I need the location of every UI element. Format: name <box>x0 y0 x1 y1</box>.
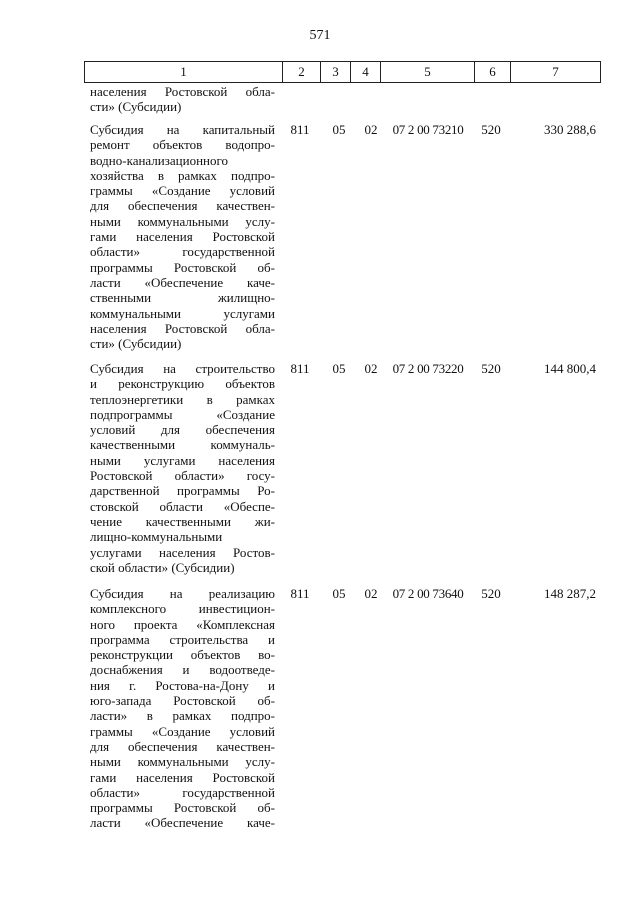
row-description <box>90 586 275 831</box>
cell-amount: 148 287,2 <box>544 586 596 601</box>
row-description <box>90 84 275 115</box>
description-line: подпрограммы «Создание <box>90 406 275 422</box>
cell-expense-type: 520 <box>481 122 501 137</box>
cell-expense-type: 520 <box>481 361 501 376</box>
page-number: 571 <box>309 28 331 43</box>
description-line: чение качественными жи- <box>90 513 275 529</box>
cell-amount: 144 800,4 <box>544 361 596 376</box>
description-line: программы Ростовской об- <box>90 800 275 816</box>
description-line: дарственной программы Ро- <box>90 483 275 499</box>
cell-target-article: 07 2 00 73210 <box>392 122 464 137</box>
description-line: ными услугами населения <box>90 452 275 468</box>
description-line: сти» (Субсидии) <box>90 336 182 352</box>
description-line: теплоэнергетики в рамках <box>90 391 275 407</box>
row-description <box>90 122 275 351</box>
column-header-4: 4 <box>351 62 381 83</box>
cell-subsection-code: 02 <box>364 586 378 601</box>
description-line: и реконструкцию объектов <box>90 376 275 392</box>
description-line: реконструкции объектов во- <box>90 647 275 663</box>
description-line: ской области» (Субсидии) <box>90 559 235 575</box>
cell-subsection-code: 02 <box>364 122 378 137</box>
description-line: программа строительства и <box>90 631 275 647</box>
description-line: Субсидия на капитальный <box>90 122 275 137</box>
description-line: ласти «Обеспечение каче- <box>90 274 275 290</box>
description-line: для обеспечения качествен- <box>90 738 275 754</box>
column-header-2: 2 <box>283 62 321 83</box>
description-line: доснабжения и водоотведе- <box>90 662 275 678</box>
cell-subsection-code: 02 <box>364 361 378 376</box>
description-line: коммунальными услугами <box>90 305 275 321</box>
description-line: области» государственной <box>90 784 275 800</box>
description-line: гами населения Ростовской <box>90 229 275 245</box>
description-line: для обеспечения качествен- <box>90 198 275 214</box>
cell-section-code: 05 <box>332 122 346 137</box>
description-line: программы Ростовской об- <box>90 259 275 275</box>
description-line: граммы «Создание условий <box>90 183 275 199</box>
description-line: ными коммунальными услу- <box>90 213 275 229</box>
cell-expense-type: 520 <box>481 586 501 601</box>
description-line: гами населения Ростовской <box>90 769 275 785</box>
description-line: ными коммунальными услу- <box>90 754 275 770</box>
description-line: ремонт объектов водопро- <box>90 137 275 153</box>
description-line: ласти» в рамках подпро- <box>90 708 275 724</box>
cell-ministry-code: 811 <box>290 361 310 376</box>
cell-ministry-code: 811 <box>290 586 310 601</box>
column-header-5: 5 <box>381 62 475 83</box>
description-line: населения Ростовской обла- <box>90 84 275 99</box>
description-line: сти» (Субсидии) <box>90 99 182 115</box>
description-line: условий для обеспечения <box>90 422 275 438</box>
description-line: ственными жилищно- <box>90 290 275 306</box>
description-line: юго-запада Ростовской об- <box>90 693 275 709</box>
description-line: ния г. Ростова-на-Дону и <box>90 677 275 693</box>
column-header-7: 7 <box>511 62 601 83</box>
description-line: лищно-коммунальными <box>90 529 223 545</box>
description-line: услугами населения Ростов- <box>90 544 275 560</box>
cell-target-article: 07 2 00 73640 <box>392 586 464 601</box>
cell-target-article: 07 2 00 73220 <box>392 361 464 376</box>
description-line: комплексного инвестицион- <box>90 601 275 617</box>
cell-amount: 330 288,6 <box>544 122 596 137</box>
column-header-3: 3 <box>321 62 351 83</box>
description-line: ласти «Обеспечение каче- <box>90 815 275 831</box>
description-line: качественными коммуналь- <box>90 437 275 453</box>
description-line: хозяйства в рамках подпро- <box>90 167 275 183</box>
row-description <box>90 361 275 575</box>
description-line: ного проекта «Комплексная <box>90 616 275 632</box>
column-header-row <box>84 61 601 83</box>
description-line: населения Ростовской обла- <box>90 320 275 336</box>
description-line: стовской области «Обеспе- <box>90 498 275 514</box>
cell-section-code: 05 <box>332 361 346 376</box>
description-line: Субсидия на реализацию <box>90 586 275 601</box>
description-line: граммы «Создание условий <box>90 723 275 739</box>
description-line: области» государственной <box>90 244 275 260</box>
description-line: водно-канализационного <box>90 152 228 168</box>
cell-ministry-code: 811 <box>290 122 310 137</box>
column-header-1: 1 <box>85 62 283 83</box>
cell-section-code: 05 <box>332 586 346 601</box>
description-line: Ростовской области» госу- <box>90 468 275 484</box>
column-header-6: 6 <box>475 62 511 83</box>
description-line: Субсидия на строительство <box>90 361 275 376</box>
